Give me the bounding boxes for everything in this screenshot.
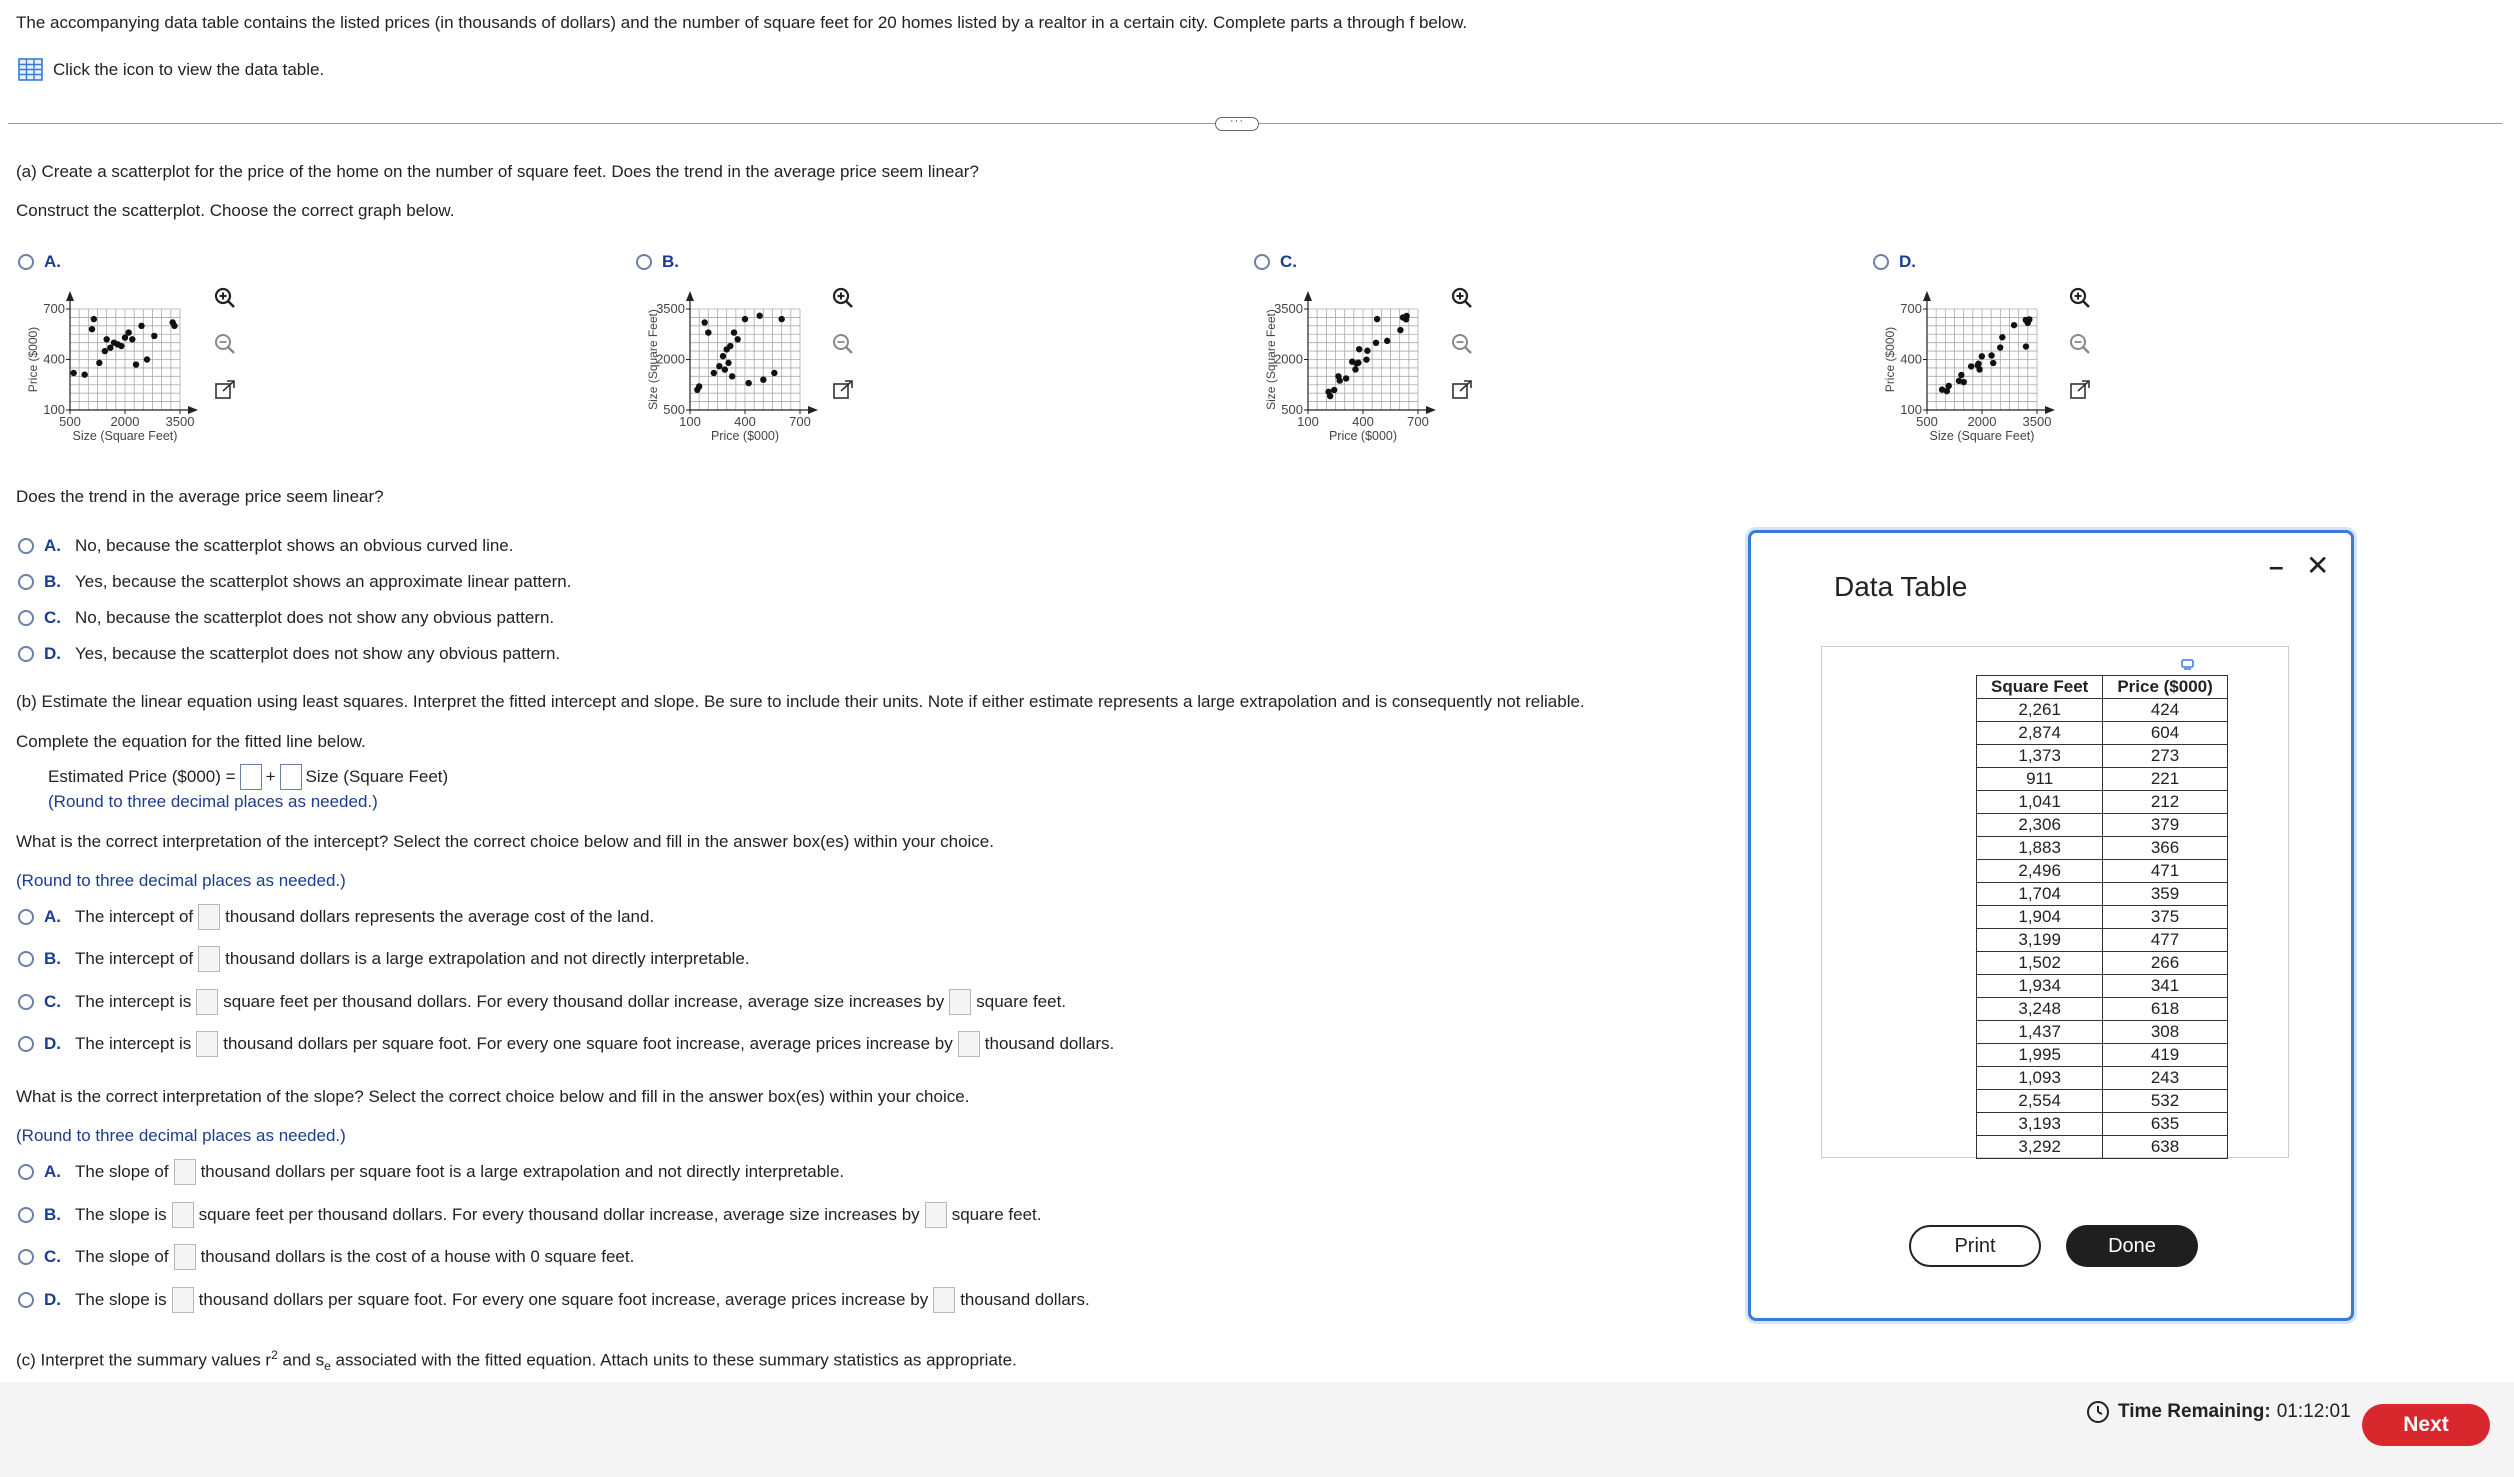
col-square-feet: Square Feet xyxy=(1977,676,2103,699)
resize-handle[interactable]: ··· xyxy=(1215,117,1259,131)
zoom-in-icon[interactable] xyxy=(829,284,857,312)
equation-row: Estimated Price ($000) = + Size (Square Feet) xyxy=(48,764,448,790)
dialog-title: Data Table xyxy=(1834,571,1968,602)
data-point xyxy=(1384,338,1390,344)
y-axis-arrow xyxy=(1923,291,1931,301)
part-a-instruction: Construct the scatterplot. Choose the correct graph below. xyxy=(16,201,455,220)
y-tick-label: 3500 xyxy=(656,301,685,316)
intercept-option-c[interactable]: C. The intercept is square feet per thousand dollars. For every thousand dollar increase, average size increases by square feet. xyxy=(18,989,1066,1015)
cell-square-feet: 1,704 xyxy=(1977,883,2103,906)
data-point xyxy=(760,377,766,383)
data-point xyxy=(2011,322,2017,328)
radio-slope-b[interactable] xyxy=(18,1207,34,1223)
data-point xyxy=(133,361,139,367)
slope-round-note: (Round to three decimal places as needed.) xyxy=(16,1126,346,1145)
slope-answer-box[interactable] xyxy=(172,1287,194,1313)
data-point xyxy=(81,371,87,377)
data-point xyxy=(1988,352,1994,358)
x-axis-label: Price ($000) xyxy=(1328,429,1398,443)
cell-square-feet: 2,496 xyxy=(1977,860,2103,883)
y-tick-label: 500 xyxy=(1281,402,1303,417)
complete-eq-text: Complete the equation for the fitted line below. xyxy=(16,732,366,751)
slope-answer-box[interactable] xyxy=(174,1159,196,1185)
y-axis-label: Price ($000) xyxy=(26,326,40,393)
slope-answer-box-2[interactable] xyxy=(933,1287,955,1313)
cell-price: 379 xyxy=(2103,814,2227,837)
cell-square-feet: 1,437 xyxy=(1977,1021,2103,1044)
zoom-out-icon[interactable] xyxy=(2066,330,2094,358)
table-row xyxy=(1977,1090,2228,1113)
x-axis-arrow xyxy=(2045,406,2055,414)
zoom-out-icon[interactable] xyxy=(1448,330,1476,358)
radio-trend-c[interactable] xyxy=(18,610,34,626)
round-note: (Round to three decimal places as needed.) xyxy=(48,792,378,811)
trend-option-d[interactable]: D. Yes, because the scatterplot does not show any obvious pattern. xyxy=(18,644,560,664)
cell-square-feet: 1,373 xyxy=(1977,745,2103,768)
cell-square-feet: 1,995 xyxy=(1977,1044,2103,1067)
y-axis-label: Size (Square Feet) xyxy=(1264,309,1278,410)
zoom-in-icon[interactable] xyxy=(211,284,239,312)
done-button[interactable]: Done xyxy=(2066,1225,2198,1267)
part-a-question: (a) Create a scatterplot for the price of the home on the number of square feet. Does the trend in the average price seem linear? xyxy=(16,162,979,181)
table-row xyxy=(1977,929,2228,952)
intercept-answer-box-2[interactable] xyxy=(949,989,971,1015)
copy-icon[interactable] xyxy=(2181,659,2194,670)
cell-price: 221 xyxy=(2103,768,2227,791)
pop-out-icon[interactable] xyxy=(1448,376,1476,404)
intercept-option-b[interactable]: B. The intercept of thousand dollars is a large extrapolation and not directly interpretable. xyxy=(18,946,750,972)
y-tick-label: 400 xyxy=(1900,351,1922,367)
cell-price: 308 xyxy=(2103,1021,2227,1044)
data-point xyxy=(129,336,135,342)
radio-slope-d[interactable] xyxy=(18,1292,34,1308)
x-axis-arrow xyxy=(1426,406,1436,414)
cell-price: 273 xyxy=(2103,745,2227,768)
table-row xyxy=(1977,1044,2228,1067)
radio-trend-a[interactable] xyxy=(18,538,34,554)
cell-square-feet: 3,193 xyxy=(1977,1113,2103,1136)
y-axis-arrow xyxy=(66,291,74,301)
pop-out-icon[interactable] xyxy=(829,376,857,404)
data-point xyxy=(1373,340,1379,346)
data-point xyxy=(1352,366,1358,372)
data-point xyxy=(1990,360,1996,366)
x-tick-label: 400 xyxy=(1352,414,1374,429)
slope-question: What is the correct interpretation of the slope? Select the correct choice below and fill in the answer box(es) within your choice. xyxy=(16,1087,970,1106)
scatter-chart-c xyxy=(1258,285,1458,460)
slope-option-a[interactable]: A. The slope of thousand dollars per square foot is a large extrapolation and not directly interpretable. xyxy=(18,1159,844,1185)
radio-intercept-b[interactable] xyxy=(18,951,34,967)
slope-option-d[interactable]: D. The slope is thousand dollars per square foot. For every one square foot increase, average prices increase by thousand dollars. xyxy=(18,1287,1090,1313)
data-point xyxy=(756,313,762,319)
graph-option-d[interactable]: D. xyxy=(1873,252,1930,272)
cell-square-feet: 2,874 xyxy=(1977,722,2103,745)
cell-price: 243 xyxy=(2103,1067,2227,1090)
trend-option-a[interactable]: A. No, because the scatterplot shows an obvious curved line. xyxy=(18,536,513,556)
table-row xyxy=(1977,1136,2228,1159)
data-point xyxy=(778,316,784,322)
table-row xyxy=(1977,883,2228,906)
y-tick-label: 100 xyxy=(1900,402,1922,417)
slope-answer-box[interactable] xyxy=(174,1244,196,1270)
y-tick-label: 700 xyxy=(1900,301,1922,316)
data-point xyxy=(1337,377,1343,383)
table-row xyxy=(1977,791,2228,814)
intercept-answer-box[interactable] xyxy=(196,1031,218,1057)
minimize-icon[interactable]: – xyxy=(2269,551,2284,581)
table-row xyxy=(1977,722,2228,745)
cell-square-feet: 2,306 xyxy=(1977,814,2103,837)
cell-square-feet: 2,261 xyxy=(1977,699,2103,722)
data-point xyxy=(91,316,97,322)
zoom-out-icon[interactable] xyxy=(829,330,857,358)
intercept-option-d[interactable]: D. The intercept is thousand dollars per square foot. For every one square foot increase, average prices increase by thousand dollars. xyxy=(18,1031,1114,1057)
x-axis-label: Size (Square Feet) xyxy=(72,429,178,443)
data-point xyxy=(1975,361,1981,367)
radio-graph-b[interactable] xyxy=(636,254,652,270)
intercept-question: What is the correct interpretation of the intercept? Select the correct choice below and fill in the answer box(es) within your choice. xyxy=(16,832,994,851)
data-point xyxy=(727,343,733,349)
scatter-chart-d xyxy=(1877,285,2077,460)
cell-square-feet: 3,199 xyxy=(1977,929,2103,952)
data-point xyxy=(711,370,717,376)
data-point xyxy=(102,348,108,354)
data-point xyxy=(1968,363,1974,369)
pop-out-icon[interactable] xyxy=(211,376,239,404)
data-point xyxy=(705,329,711,335)
graph-option-b[interactable]: B. xyxy=(636,252,693,272)
data-point xyxy=(696,383,702,389)
radio-intercept-c[interactable] xyxy=(18,994,34,1010)
data-point xyxy=(734,336,740,342)
x-tick-label: 3500 xyxy=(2022,414,2052,429)
data-point xyxy=(1374,316,1380,322)
radio-graph-d[interactable] xyxy=(1873,254,1889,270)
table-row xyxy=(1977,1113,2228,1136)
radio-intercept-a[interactable] xyxy=(18,909,34,925)
cell-square-feet: 1,934 xyxy=(1977,975,2103,998)
scatter-chart-a xyxy=(20,285,220,460)
cell-price: 424 xyxy=(2103,699,2227,722)
close-icon[interactable]: ✕ xyxy=(2306,550,2330,581)
cell-price: 618 xyxy=(2103,998,2227,1021)
radio-graph-c[interactable] xyxy=(1254,254,1270,270)
data-point xyxy=(2023,343,2029,349)
y-axis-arrow xyxy=(686,291,694,301)
data-point xyxy=(1979,353,1985,359)
x-axis-label: Price ($000) xyxy=(710,429,780,443)
data-table-dialog xyxy=(1748,530,2354,1321)
data-point xyxy=(701,319,707,325)
cell-price: 341 xyxy=(2103,975,2227,998)
cell-square-feet: 3,292 xyxy=(1977,1136,2103,1159)
intercept-answer-box[interactable] xyxy=(196,989,218,1015)
data-point xyxy=(1327,393,1333,399)
x-tick-label: 2000 xyxy=(1967,414,1997,429)
clock-icon xyxy=(2086,1400,2110,1424)
cell-square-feet: 911 xyxy=(1977,768,2103,791)
cell-price: 471 xyxy=(2103,860,2227,883)
data-point xyxy=(1356,346,1362,352)
data-table-link[interactable] xyxy=(18,58,324,81)
x-tick-label: 100 xyxy=(1297,414,1319,429)
y-tick-label: 2000 xyxy=(656,351,685,367)
radio-intercept-d[interactable] xyxy=(18,1036,34,1052)
part-b-question: (b) Estimate the linear equation using least squares. Interpret the fitted intercept and slope. Be sure to include their units. Note if either estimate represents a large extrapolation and is consequently not reliable. xyxy=(16,692,1585,711)
part-c-clip xyxy=(0,1338,2514,1382)
graph-option-c[interactable]: C. xyxy=(1254,252,1311,272)
data-point xyxy=(144,356,150,362)
cell-price: 477 xyxy=(2103,929,2227,952)
trend-option-c[interactable]: C. No, because the scatterplot does not show any obvious pattern. xyxy=(18,608,554,628)
x-axis-arrow xyxy=(808,406,818,414)
x-tick-label: 400 xyxy=(734,414,756,429)
data-point xyxy=(725,360,731,366)
data-point xyxy=(70,370,76,376)
data-point xyxy=(2026,316,2032,322)
x-tick-label: 700 xyxy=(789,414,811,429)
data-point xyxy=(720,353,726,359)
data-point xyxy=(722,366,728,372)
cell-price: 212 xyxy=(2103,791,2227,814)
slope-option-b[interactable]: B. The slope is square feet per thousand dollars. For every thousand dollar increase, average size increases by square feet. xyxy=(18,1202,1041,1228)
cell-price: 638 xyxy=(2103,1136,2227,1159)
intro-text: The accompanying data table contains the listed prices (in thousands of dollars) and the number of square feet for 20 homes listed by a realtor in a certain city. Complete parts a through f below. xyxy=(16,13,1468,32)
y-tick-label: 3500 xyxy=(1274,301,1303,316)
table-row xyxy=(1977,906,2228,929)
intercept-option-a[interactable]: A. The intercept of thousand dollars represents the average cost of the land. xyxy=(18,904,654,930)
data-point xyxy=(1997,344,2003,350)
data-point xyxy=(731,329,737,335)
intercept-answer-box-2[interactable] xyxy=(958,1031,980,1057)
data-point xyxy=(729,373,735,379)
trend-question: Does the trend in the average price seem linear? xyxy=(16,487,384,506)
slope-answer-box[interactable] xyxy=(280,764,302,790)
time-remaining: Time Remaining: 01:12:01 xyxy=(2086,1400,2351,1424)
cell-square-feet: 1,041 xyxy=(1977,791,2103,814)
cell-price: 604 xyxy=(2103,722,2227,745)
slope-answer-box[interactable] xyxy=(172,1202,194,1228)
x-axis-label: Size (Square Feet) xyxy=(1929,429,2035,443)
cell-square-feet: 3,248 xyxy=(1977,998,2103,1021)
y-axis-label: Price ($000) xyxy=(1883,326,1897,393)
cell-price: 266 xyxy=(2103,952,2227,975)
cell-price: 375 xyxy=(2103,906,2227,929)
y-axis-label: Size (Square Feet) xyxy=(646,309,660,410)
cell-price: 635 xyxy=(2103,1113,2227,1136)
part-c-question: (c) Interpret the summary values $r^2$ and $s_e$ associated with the fitted equation. Attach units to these summary statistics as appropriate. xyxy=(16,1348,1017,1374)
cell-price: 366 xyxy=(2103,837,2227,860)
data-point xyxy=(745,380,751,386)
data-point xyxy=(89,326,95,332)
x-tick-label: 100 xyxy=(679,414,701,429)
table-row xyxy=(1977,699,2228,722)
zoom-out-icon[interactable] xyxy=(211,330,239,358)
data-point xyxy=(1355,360,1361,366)
table-row xyxy=(1977,998,2228,1021)
table-row xyxy=(1977,814,2228,837)
table-row xyxy=(1977,768,2228,791)
zoom-in-icon[interactable] xyxy=(1448,284,1476,312)
y-tick-label: 700 xyxy=(43,301,65,316)
data-point xyxy=(96,360,102,366)
y-tick-label: 2000 xyxy=(1274,351,1303,367)
table-row xyxy=(1977,837,2228,860)
x-tick-label: 2000 xyxy=(110,414,140,429)
cell-square-feet: 2,554 xyxy=(1977,1090,2103,1113)
y-tick-label: 100 xyxy=(43,402,65,417)
data-point xyxy=(1364,348,1370,354)
y-tick-label: 400 xyxy=(43,351,65,367)
cell-price: 419 xyxy=(2103,1044,2227,1067)
x-tick-label: 3500 xyxy=(165,414,195,429)
data-point xyxy=(171,323,177,329)
zoom-in-icon[interactable] xyxy=(2066,284,2094,312)
cell-square-feet: 1,883 xyxy=(1977,837,2103,860)
table-row xyxy=(1977,1067,2228,1090)
cell-square-feet: 1,904 xyxy=(1977,906,2103,929)
intercept-round-note: (Round to three decimal places as needed.) xyxy=(16,871,346,890)
x-tick-label: 500 xyxy=(1916,414,1938,429)
table-row xyxy=(1977,975,2228,998)
scatter-chart-b xyxy=(640,285,840,460)
print-button[interactable]: Print xyxy=(1909,1225,2041,1267)
radio-slope-a[interactable] xyxy=(18,1164,34,1180)
data-point xyxy=(1331,387,1337,393)
data-point xyxy=(1403,313,1409,319)
pop-out-icon[interactable] xyxy=(2066,376,2094,404)
data-point xyxy=(118,343,124,349)
data-point xyxy=(1363,356,1369,362)
radio-trend-b[interactable] xyxy=(18,574,34,590)
graph-option-a[interactable]: A. xyxy=(18,252,75,272)
x-tick-label: 700 xyxy=(1407,414,1429,429)
trend-option-b[interactable]: B. Yes, because the scatterplot shows an approximate linear pattern. xyxy=(18,572,571,592)
intercept-answer-box[interactable] xyxy=(198,946,220,972)
table-icon[interactable] xyxy=(18,58,43,81)
data-point xyxy=(716,363,722,369)
table-row xyxy=(1977,745,2228,768)
table-row xyxy=(1977,1021,2228,1044)
x-tick-label: 500 xyxy=(59,414,81,429)
radio-graph-a[interactable] xyxy=(18,254,34,270)
radio-slope-c[interactable] xyxy=(18,1249,34,1265)
data-point xyxy=(1999,334,2005,340)
col-price: Price ($000) xyxy=(2103,676,2227,699)
slope-answer-box-2[interactable] xyxy=(925,1202,947,1228)
intercept-answer-box[interactable] xyxy=(240,764,262,790)
intercept-answer-box[interactable] xyxy=(198,904,220,930)
cell-price: 359 xyxy=(2103,883,2227,906)
footer-bar xyxy=(0,1382,2514,1477)
next-button[interactable]: Next xyxy=(2362,1404,2490,1446)
data-point xyxy=(138,323,144,329)
data-point xyxy=(1946,383,1952,389)
data-point xyxy=(1961,379,1967,385)
data-point xyxy=(125,329,131,335)
data-point xyxy=(1958,372,1964,378)
cell-square-feet: 1,502 xyxy=(1977,952,2103,975)
table-row xyxy=(1977,860,2228,883)
cell-square-feet: 1,093 xyxy=(1977,1067,2103,1090)
data-point xyxy=(742,316,748,322)
data-point xyxy=(151,333,157,339)
x-axis-arrow xyxy=(188,406,198,414)
data-table-frame xyxy=(1821,646,2289,1158)
y-tick-label: 500 xyxy=(663,402,685,417)
data-table xyxy=(1976,675,2228,1159)
y-axis-arrow xyxy=(1304,291,1312,301)
radio-trend-d[interactable] xyxy=(18,646,34,662)
table-row xyxy=(1977,952,2228,975)
data-point xyxy=(1976,366,1982,372)
slope-option-c[interactable]: C. The slope of thousand dollars is the cost of a house with 0 square feet. xyxy=(18,1244,634,1270)
data-point xyxy=(1343,375,1349,381)
cell-price: 532 xyxy=(2103,1090,2227,1113)
data-point xyxy=(103,336,109,342)
data-point xyxy=(1397,327,1403,333)
data-point xyxy=(771,370,777,376)
data-table-link-text[interactable]: Click the icon to view the data table. xyxy=(53,59,325,79)
